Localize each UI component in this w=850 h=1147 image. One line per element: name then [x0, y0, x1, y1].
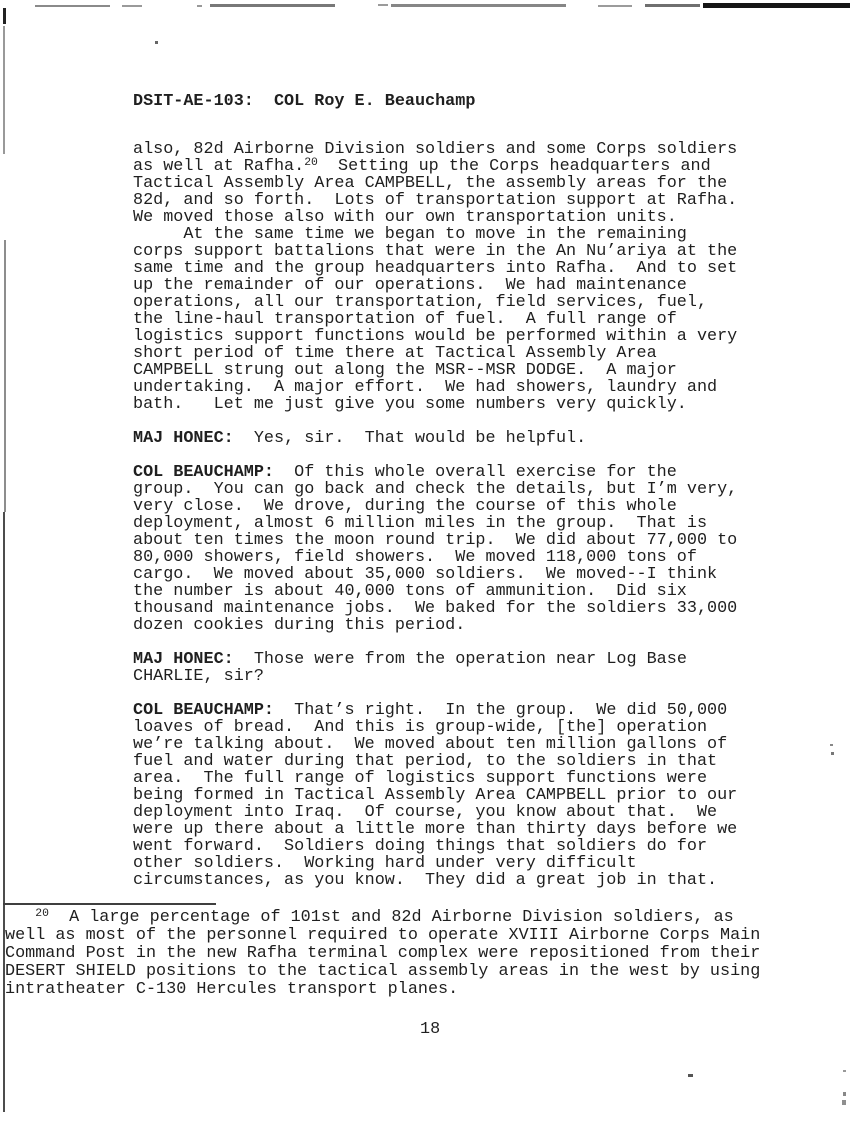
scan-artifact-left-border [3, 8, 6, 24]
text-line: dozen cookies during this period. [133, 616, 466, 635]
text-line: we’re talking about. We moved about ten million gallons of [133, 735, 728, 754]
scan-artifact-top-border [598, 5, 632, 7]
scan-artifact-top-border [391, 4, 566, 7]
text-line: bath. Let me just give you some numbers very quickly. [133, 395, 687, 414]
text-line: Command Post in the new Rafha terminal complex were repositioned from their [5, 944, 761, 963]
scan-artifact-speck [843, 1092, 846, 1096]
text-line: $^{20}$ A large percentage of 101st and 82d Airborne Division soldiers, as [35, 906, 734, 927]
text-line [133, 685, 737, 702]
text-line: corps support battalions that were in the An Nu’ariya at the [133, 242, 738, 261]
text-line: were up there about a little more than thirty days before we [133, 820, 738, 839]
scan-artifact-speck [688, 1074, 693, 1077]
document-header: DSIT-AE-103: COL Roy E. Beauchamp [133, 92, 476, 111]
text-line: MAJ HONEC: Those were from the operation near Log Base [133, 650, 687, 669]
text-line: operations, all our transportation, field services, fuel, [133, 293, 708, 312]
scan-artifact-top-border [378, 4, 388, 6]
text-line: CAMPBELL strung out along the MSR--MSR DODGE. A major [133, 361, 677, 380]
text-line: DESERT SHIELD positions to the tactical assembly areas in the west by using [5, 962, 761, 981]
scan-artifact-speck [843, 1070, 846, 1072]
page-number: 18 [420, 1020, 441, 1039]
text-line: At the same time we began to move in the remaining [133, 225, 687, 244]
text-line: area. The full range of logistics support functions were [133, 769, 708, 788]
scan-artifact-speck [155, 41, 158, 44]
text-line: intratheater C-130 Hercules transport planes. [5, 980, 459, 999]
text-line [133, 413, 737, 430]
text-line: We moved those also with our own transportation units. [133, 208, 677, 227]
text-line: Tactical Assembly Area CAMPBELL, the assembly areas for the [133, 174, 728, 193]
text-line: deployment into Iraq. Of course, you know about that. We [133, 803, 718, 822]
text-line: the number is about 40,000 tons of ammunition. Did six [133, 582, 687, 601]
text-line: COL BEAUCHAMP: Of this whole overall exercise for the [133, 463, 677, 482]
scan-artifact-top-border [35, 5, 110, 7]
scan-artifact-top-border [210, 4, 335, 7]
text-line: went forward. Soldiers doing things that soldiers do for [133, 837, 708, 856]
transcript-body [133, 141, 737, 889]
text-line [133, 634, 737, 651]
text-line: fuel and water during that period, to the soldiers in that [133, 752, 718, 771]
text-line: loaves of bread. And this is group-wide, [the] operation [133, 718, 708, 737]
scan-artifact-left-border [3, 512, 5, 1112]
scan-artifact-top-border [197, 5, 202, 7]
footnote-separator [3, 903, 216, 905]
text-line: the line-haul transportation of fuel. A full range of [133, 310, 677, 329]
text-line: undertaking. A major effort. We had showers, laundry and [133, 378, 718, 397]
text-line: 82d, and so forth. Lots of transportation support at Rafha. [133, 191, 738, 210]
scan-artifact-speck [830, 744, 833, 746]
text-line: group. You can go back and check the details, but I’m very, [133, 480, 738, 499]
text-line: COL BEAUCHAMP: That’s right. In the group. We did 50,000 [133, 701, 728, 720]
text-line: circumstances, as you know. They did a great job in that. [133, 871, 718, 890]
text-line: being formed in Tactical Assembly Area CAMPBELL prior to our [133, 786, 738, 805]
text-line: deployment, almost 6 million miles in the group. That is [133, 514, 708, 533]
text-line: same time and the group headquarters into Rafha. And to set [133, 259, 738, 278]
text-line: other soldiers. Working hard under very difficult [133, 854, 637, 873]
scan-artifact-top-border [122, 5, 142, 7]
scan-artifact-top-border [703, 3, 850, 8]
scan-artifact-top-border [645, 4, 700, 7]
text-line: MAJ HONEC: Yes, sir. That would be helpful. [133, 429, 587, 448]
text-line: cargo. We moved about 35,000 soldiers. We moved--I think [133, 565, 718, 584]
text-line: well as most of the personnel required to operate XVIII Airborne Corps Main [5, 926, 761, 945]
text-line: very close. We drove, during the course of this whole [133, 497, 677, 516]
text-line: short period of time there at Tactical Assembly Area [133, 344, 657, 363]
text-line: as well at Rafha.$^{20}$ Setting up the Corps headquarters and [133, 155, 711, 176]
scan-artifact-left-border [3, 26, 5, 154]
scan-artifact-speck [842, 1100, 846, 1105]
footnote [5, 906, 761, 999]
text-line: up the remainder of our operations. We had maintenance [133, 276, 687, 295]
scan-artifact-speck [831, 752, 834, 755]
text-line: logistics support functions would be performed within a very [133, 327, 738, 346]
text-line: 80,000 showers, field showers. We moved 118,000 tons of [133, 548, 697, 567]
text-line: about ten times the moon round trip. We did about 77,000 to [133, 531, 738, 550]
text-line: thousand maintenance jobs. We baked for the soldiers 33,000 [133, 599, 738, 618]
text-line [133, 447, 737, 464]
text-line: also, 82d Airborne Division soldiers and some Corps soldiers [133, 140, 738, 159]
text-line: CHARLIE, sir? [133, 667, 264, 686]
scan-artifact-left-border [4, 240, 6, 512]
